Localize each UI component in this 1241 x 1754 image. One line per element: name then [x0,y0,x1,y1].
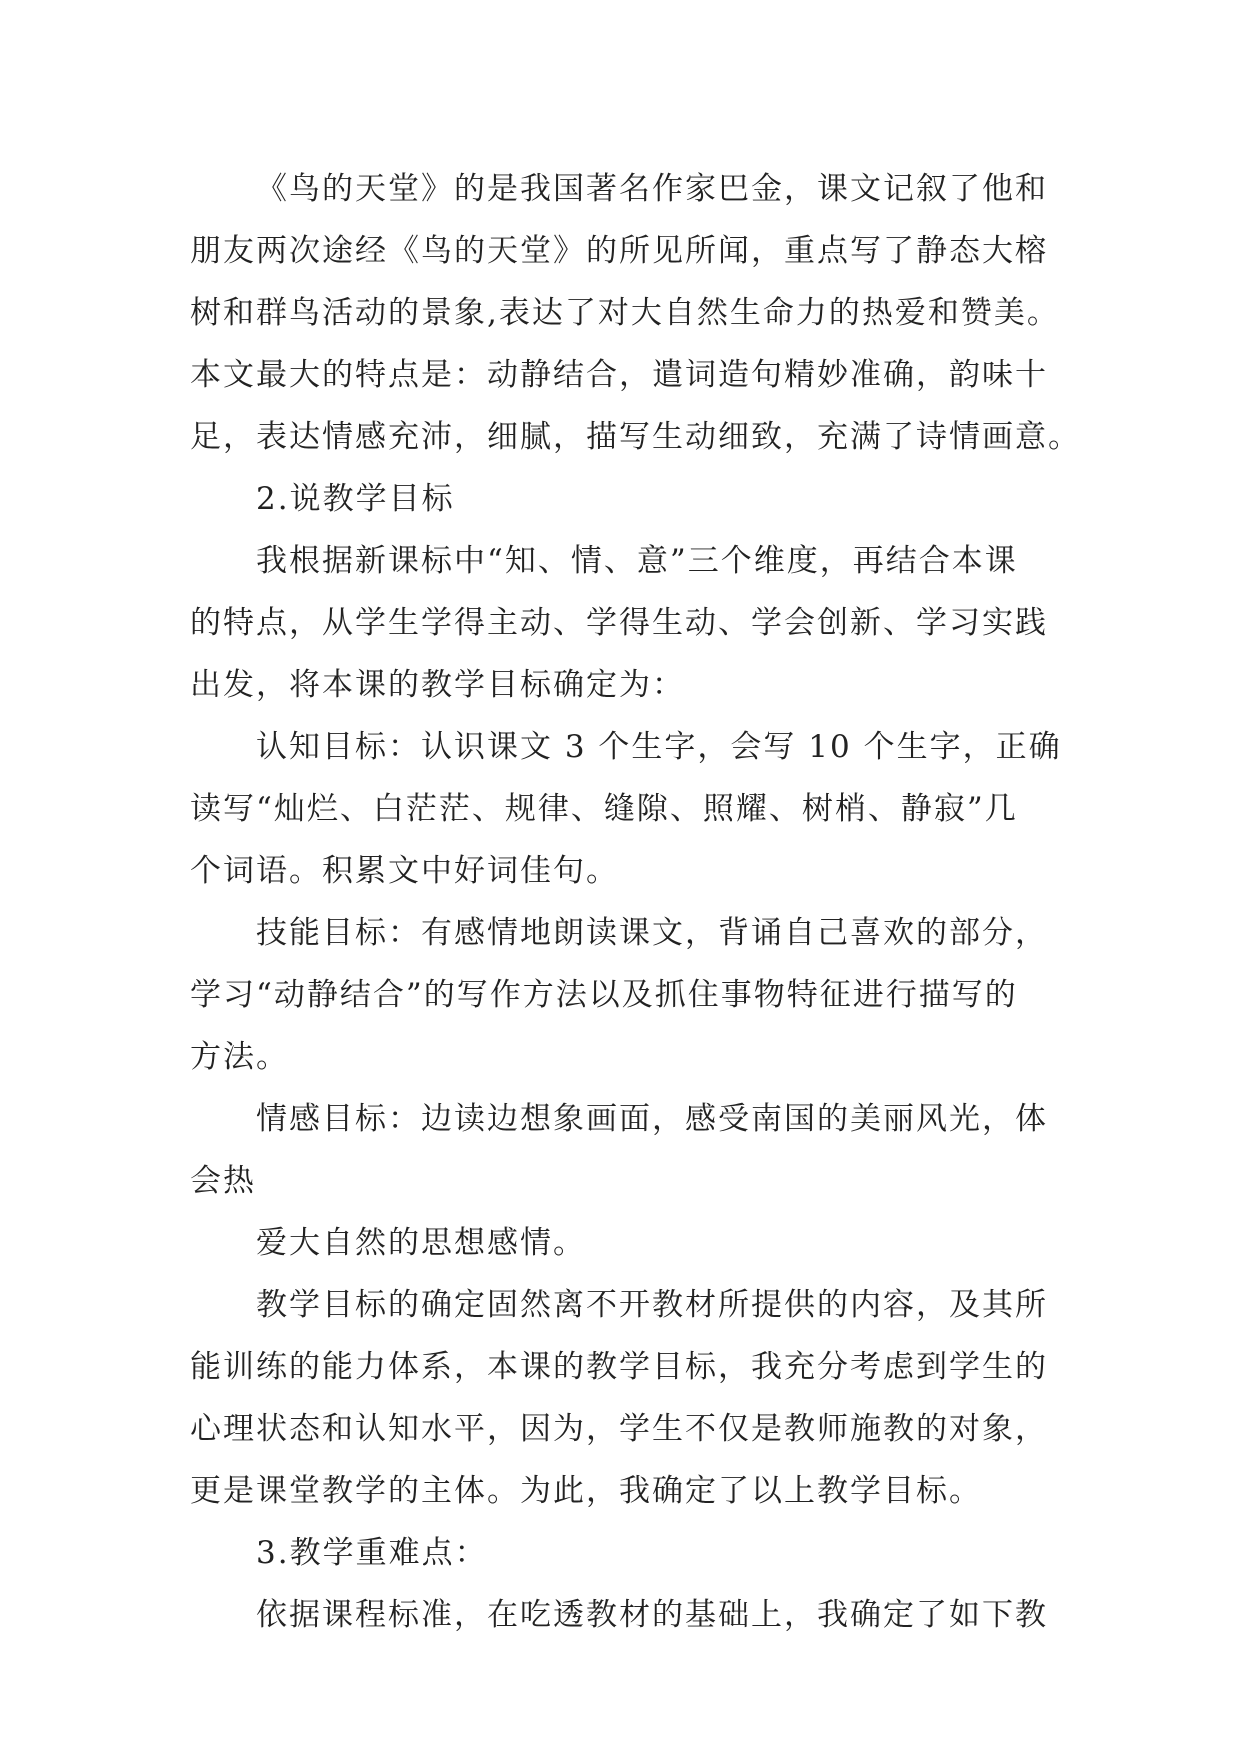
text-line: 读写“灿烂、白茫茫、规律、缝隙、照耀、树梢、静寂”几 [190,791,1018,827]
text-line: 的特点，从学生学得主动、学得生动、学会创新、学习实践 [190,605,1048,641]
text-line: 更是课堂教学的主体。为此，我确定了以上教学目标。 [190,1473,982,1509]
text-line: 教学目标的确定固然离不开教材所提供的内容，及其所 [256,1287,1048,1323]
text-line: 爱大自然的思想感情。 [256,1225,586,1261]
text-line: 心理状态和认知水平，因为，学生不仅是教师施教的对象， [190,1411,1048,1447]
document-body [190,158,1090,1646]
text-line: 方法。 [190,1039,289,1075]
text-line: 依据课程标准，在吃透教材的基础上，我确定了如下教 [256,1597,1048,1633]
text-line: 技能目标：有感情地朗读课文，背诵自己喜欢的部分， [256,915,1048,951]
text-line: 学习“动静结合”的写作方法以及抓住事物特征进行描写的 [190,977,1018,1013]
text-line: 情感目标：边读边想象画面，感受南国的美丽风光，体 [256,1101,1048,1137]
text-line: 本文最大的特点是：动静结合，遣词造句精妙准确，韵味十 [190,357,1048,393]
text-line: 认知目标：认识课文 3 个生字，会写 10 个生字，正确 [256,729,1062,765]
text-line: 朋友两次途经《鸟的天堂》的所见所闻，重点写了静态大榕 [190,233,1048,269]
text-line: 个词语。积累文中好词佳句。 [190,853,619,889]
text-line: 我根据新课标中“知、情、意”三个维度，再结合本课 [256,543,1018,579]
text-line: 能训练的能力体系，本课的教学目标，我充分考虑到学生的 [190,1349,1048,1385]
text-line: 出发，将本课的教学目标确定为： [190,667,685,703]
text-line: 《鸟的天堂》的是我国著名作家巴金，课文记叙了他和 [256,171,1048,207]
text-line: 足，表达情感充沛，细腻，描写生动细致，充满了诗情画意。 [190,419,1081,455]
section-heading: 2.说教学目标 [256,481,455,517]
section-heading: 3.教学重难点： [256,1535,488,1571]
text-line: 会热 [190,1163,256,1199]
text-line: 树和群鸟活动的景象,表达了对大自然生命力的热爱和赞美。 [190,295,1060,331]
